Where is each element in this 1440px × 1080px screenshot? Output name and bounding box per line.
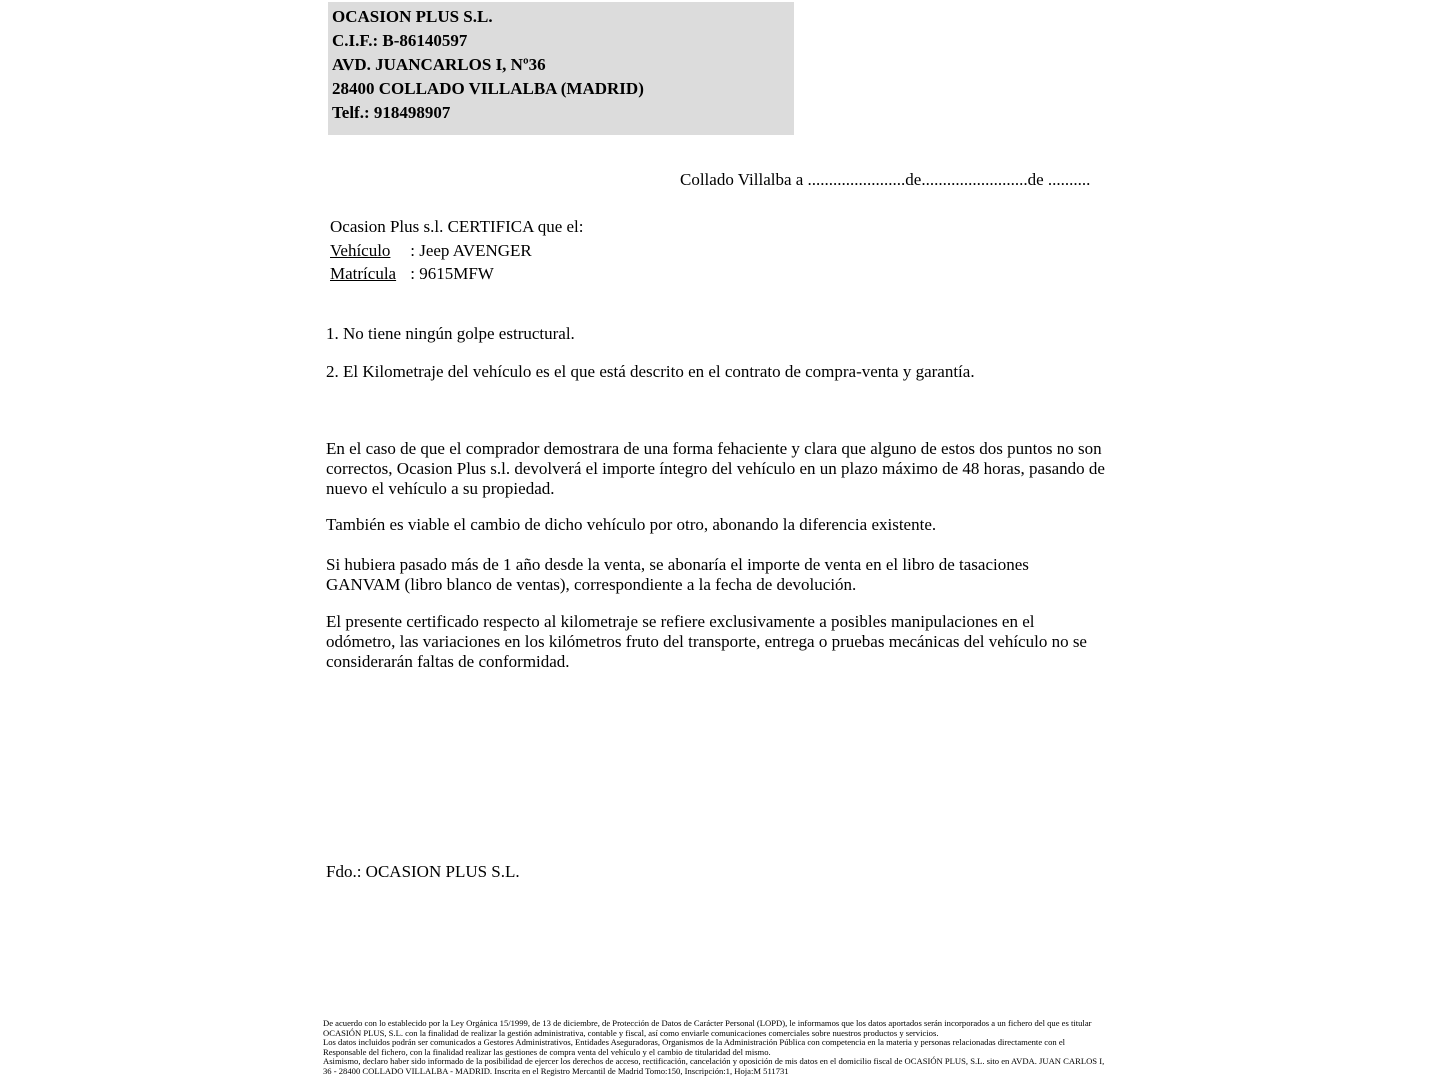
company-name: OCASION PLUS S.L. <box>332 7 493 26</box>
paragraph-refund: En el caso de que el comprador demostrara de una forma fehaciente y clara que alguno de estos dos puntos no son correctos, Ocasion Plus s.l. devolverá el importe íntegro del vehículo en un plazo máximo de 48 horas, pasando de nuevo el vehículo a su propiedad. <box>326 439 1105 498</box>
legal-footer-data-sharing: Los datos incluidos podrán ser comunicados a Gestores Administrativos, Entidades Aseguradoras, Organismos de la Administración Pública con competencia en la materia y personas relacionadas directamente con el Responsable del fichero, con la finalidad realizar las gestiones de compra venta del vehículo y el cambio de titularidad del mismo. <box>323 1037 1066 1057</box>
company-header-box <box>328 2 794 135</box>
paragraph-odometer: El presente certificado respecto al kilometraje se refiere exclusivamente a posibles manipulaciones en el odómetro, las variaciones en los kilómetros fruto del transporte, entrega o pruebas mecánicas del vehículo no se considerarán faltas de conformidad. <box>326 612 1087 671</box>
paragraph-ganvam: Si hubiera pasado más de 1 año desde la venta, se abonaría el importe de venta en el libro de tasaciones GANVAM (libro blanco de ventas), correspondiente a la fecha de devolución. <box>326 555 1029 594</box>
company-city: 28400 COLLADO VILLALBA (MADRID) <box>332 79 644 98</box>
point-2: 2. El Kilometraje del vehículo es el que está descrito en el contrato de compra-venta y garantía. <box>326 362 975 381</box>
company-address: AVD. JUANCARLOS I, Nº36 <box>332 55 546 74</box>
company-cif: C.I.F.: B-86140597 <box>332 31 468 50</box>
legal-footer <box>323 1019 1110 1077</box>
plate-label: Matrícula <box>330 264 397 283</box>
legal-footer-lopd: De acuerdo con lo establecido por la Ley Orgánica 15/1999, de 13 de diciembre, de Protección de Datos de Carácter Personal (LOPD), le informamos que los datos aportados serán incorporados a un fichero del que es titular OCASIÓN PLUS, S.L. con la finalidad de realizar la gestión administrativa, contable y fiscal, así como enviarle comunicaciones comerciales sobre nuestros productos y servicios. <box>323 1018 1092 1038</box>
point-1: 1. No tiene ningún golpe estructural. <box>326 324 575 343</box>
plate-line <box>330 262 584 286</box>
date-line: Collado Villalba a .......................de.........................de .......... <box>680 170 1091 189</box>
plate-value: : 9615MFW <box>410 264 494 283</box>
vehicle-line <box>330 239 584 263</box>
legal-footer-rights: Asimismo, declaro haber sido informado de la posibilidad de ejercer los derechos de acceso, rectificación, cancelación y oposición de mis datos en el domicilio fiscal de OCASIÓN PLUS, S.L. sito en AVDA. JUAN CARLOS I, 36 - 28400 COLLADO VILLALBA - MADRID. Inscrita en el Registro Mercantil de Madrid Tomo:150, Inscripción:1, Hoja:M 511731 <box>323 1056 1105 1076</box>
certify-intro: Ocasion Plus s.l. CERTIFICA que el: <box>330 217 584 236</box>
paragraph-exchange: También es viable el cambio de dicho vehículo por otro, abonando la diferencia existente. <box>326 515 937 534</box>
company-phone: Telf.: 918498907 <box>332 103 451 122</box>
certify-block <box>330 215 584 286</box>
signature-line: Fdo.: OCASION PLUS S.L. <box>326 862 520 881</box>
vehicle-label: Vehículo <box>330 240 391 260</box>
vehicle-value: : Jeep AVENGER <box>410 240 532 260</box>
